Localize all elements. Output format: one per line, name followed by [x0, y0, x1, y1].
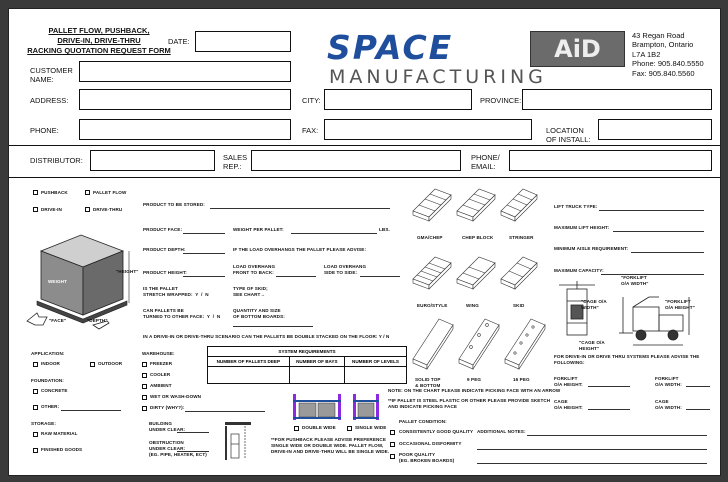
finished-goods-label: FINISHED GOODS — [41, 447, 83, 452]
product-stored-line[interactable] — [210, 208, 390, 209]
form-title-line-2: DRIVE-IN, DRIVE-THRU — [57, 36, 141, 45]
pallets-deep-cell[interactable] — [208, 367, 290, 384]
single-wide-label: SINGLE WIDE — [355, 425, 387, 430]
turned-label: CAN PALLETS BE TURNED TO OTHER FACE: Y / N — [143, 308, 221, 319]
other-foundation-checkbox[interactable] — [33, 405, 38, 410]
product-height-label: PRODUCT HEIGHT: — [143, 270, 187, 275]
double-wide-checkbox[interactable] — [294, 426, 299, 431]
logo-space-text: SPACE — [327, 28, 454, 67]
pushback-label: PUSHBACK — [41, 190, 68, 195]
drive-systems-note: FOR DRIVE-IN OR DRIVE THRU SYSTEMS PLEASE ADVISE THE FOLLOWING: — [554, 354, 700, 365]
product-depth-label: PRODUCT DEPTH: — [143, 247, 186, 252]
double-wide-label: DOUBLE WIDE — [302, 425, 336, 430]
distributor-label: DISTRIBUTOR: — [30, 156, 83, 165]
lbs-label: LBS. — [379, 227, 390, 232]
additional-notes-label: ADDITIONAL NOTES: — [477, 429, 526, 434]
pallet-flow-checkbox[interactable] — [85, 190, 90, 195]
company-address — [632, 31, 704, 78]
min-aisle-label: MINIMUM AISLE REQUIREMENT: — [554, 246, 629, 251]
cage-height-label: "CAGE O/A HEIGHT" — [579, 340, 605, 351]
system-requirements-title: SYSTEM REQUIREMENTS — [208, 347, 407, 357]
overhang-side-label: LOAD OVERHANG SIDE TO SIDE: — [324, 264, 367, 275]
product-face-line[interactable] — [183, 233, 225, 234]
date-label: DATE: — [168, 37, 190, 46]
double-stacked-label: IN A DRIVE-IN OR DRIVE-THRU SCENARIO CAN THE PALLETS BE DOUBLE STACKED ON THE FLOOR: Y / N — [143, 334, 390, 339]
wet-label: WET OR WASH-DOWN — [150, 394, 202, 399]
distributor-field[interactable] — [90, 150, 215, 171]
other-foundation-line[interactable] — [61, 410, 121, 411]
cooler-checkbox[interactable] — [142, 373, 147, 378]
raw-material-checkbox[interactable] — [33, 432, 38, 437]
product-face-label: PRODUCT FACE: — [143, 227, 183, 232]
drive-in-label: DRIVE-IN — [41, 207, 62, 212]
address-label: ADDRESS: — [30, 96, 69, 105]
bottom-boards-line[interactable] — [233, 326, 313, 327]
overhang-front-line[interactable] — [276, 276, 316, 277]
product-depth-line[interactable] — [183, 253, 225, 254]
company-city: Brampton, Ontario — [632, 40, 694, 50]
weight-label: WEIGHT PER PALLET: — [233, 227, 284, 232]
pallet-type-stringer-label: STRINGER — [509, 235, 534, 240]
pallet-flow-label: PALLET FLOW — [93, 190, 127, 195]
storage-title: STORAGE: — [31, 421, 56, 426]
forklift-oa-height-label: FORKLIFT O/A HEIGHT: — [554, 376, 583, 387]
quotation-form — [8, 8, 721, 476]
cage-width-label: "CAGE O/A WIDTH" — [581, 299, 607, 310]
form-title-line-3: RACKING QUOTATION REQUEST FORM — [27, 46, 171, 55]
other-foundation-label: OTHER: — [41, 404, 60, 409]
weight-line[interactable] — [291, 233, 377, 234]
pallet-type-solid-label: SOLID TOP & BOTTOM — [415, 377, 441, 388]
ambient-checkbox[interactable] — [142, 384, 147, 389]
pallet-type-9peg-label: 9 PEG — [467, 377, 482, 382]
cage-oa-height-line[interactable] — [588, 409, 630, 410]
face-diagram-label: "FACE" — [49, 318, 67, 323]
lift-truck-type-line[interactable] — [599, 210, 704, 211]
stretch-wrap-label: IS THE PALLET STRETCH WRAPPED: Y / N — [143, 286, 209, 297]
pallet-load-diagram-icon — [23, 223, 141, 333]
outdoor-checkbox[interactable] — [90, 362, 95, 367]
form-title-line-1: PALLET FLOW, PUSHBACK, — [48, 26, 150, 35]
logo-manufacturing-text: MANUFACTURING — [329, 66, 547, 88]
pallet-type-euro-label: EURO/STYLE — [417, 303, 448, 308]
depth-diagram-label: "DEPTH" — [87, 318, 108, 323]
concrete-checkbox[interactable] — [33, 389, 38, 394]
overhang-front-label: LOAD OVERHANG FRONT TO BACK: — [233, 264, 276, 275]
drive-thru-label: DRIVE-THRU — [93, 207, 123, 212]
levels-cell[interactable] — [345, 367, 407, 384]
ambient-label: AMBIENT — [150, 383, 172, 388]
pallet-type-skid-label: SKID — [513, 303, 525, 308]
poor-quality-label: POOR QUALITY (EG. BROKEN BOARDS) — [399, 452, 455, 463]
raw-material-label: RAW MATERIAL — [41, 431, 78, 436]
warehouse-title: WAREHOUSE: — [142, 351, 175, 356]
building-clearance-icon — [223, 420, 253, 460]
pallet-condition-title: PALLET CONDITION: — [399, 419, 447, 424]
additional-notes-line-3[interactable] — [477, 463, 707, 464]
company-phone: Phone: 905.840.5550 — [632, 59, 704, 69]
address-field[interactable] — [79, 89, 291, 110]
sales-rep-label: SALES REP.: — [223, 153, 248, 171]
indoor-label: INDOOR — [41, 361, 60, 366]
fax-label: FAX: — [302, 126, 319, 135]
column-levels: NUMBER OF LEVELS — [345, 357, 407, 367]
freezer-label: FREEZER — [150, 361, 173, 366]
pushback-note: **FOR PUSHBACK PLEASE ADVISE PREFERENCE SINGLE WIDE OR DOUBLE WIDE. PALLET FLOW, DRIVE-IN AND DRIVE-THRU WILL BE SINGLE WIDE. — [271, 437, 390, 454]
bottom-boards-label: QUANTITY AND SIZE OF BOTTOM BOARDS: — [233, 308, 285, 319]
pushback-checkbox[interactable] — [33, 190, 38, 195]
column-pallets-deep: NUMBER OF PALLETS DEEP — [208, 357, 290, 367]
company-fax: Fax: 905.840.5560 — [632, 68, 695, 78]
poor-quality-checkbox[interactable] — [390, 454, 395, 459]
obstruction-label: OBSTRUCTION UNDER CLEAR: (EG. PIPE, HEATER, ECT) — [149, 440, 207, 457]
cage-oa-height-label: CAGE O/A HEIGHT: — [554, 399, 583, 410]
max-lift-height-label: MAXIMUM LIFT HEIGHT: — [554, 225, 610, 230]
phone-label: PHONE: — [30, 126, 59, 135]
divider — [9, 145, 720, 146]
forklift-oa-width-label: FORKLIFT O/A WIDTH: — [655, 376, 682, 387]
sales-rep-field[interactable] — [251, 150, 461, 171]
forklift-width-label: "FORKLIFT O/A WIDTH" — [621, 275, 649, 286]
foundation-title: FOUNDATION: — [31, 378, 64, 383]
picking-face-note: NOTE: ON THE CHART PLEASE INDICATE PICKING FACE WITH AN ARROW — [388, 388, 561, 393]
product-height-line[interactable] — [183, 276, 225, 277]
city-label: CITY: — [302, 96, 321, 105]
city-field[interactable] — [324, 89, 472, 110]
divider — [9, 177, 720, 178]
single-wide-rack-icon — [351, 392, 381, 422]
customer-name-field[interactable] — [79, 61, 291, 82]
min-aisle-line[interactable] — [631, 252, 704, 253]
forklift-diagram-icon — [553, 279, 713, 351]
province-field[interactable] — [522, 89, 712, 110]
max-capacity-label: MAXIMUM CAPACITY: — [554, 268, 604, 273]
occasional-disformity-label: OCCASIONAL DISFORMITY — [399, 441, 462, 446]
dirty-line[interactable] — [185, 411, 265, 412]
good-quality-label: CONSISTENTLY GOOD QUALITY — [399, 429, 474, 434]
company-postal: L7A 1B2 — [632, 49, 661, 59]
phone-email-label: PHONE/ EMAIL: — [471, 153, 500, 171]
location-label: LOCATION OF INSTALL: — [546, 126, 591, 144]
pallet-type-gma-label: GMA/CHEP — [417, 235, 443, 240]
phone-field[interactable] — [79, 119, 291, 140]
additional-notes-line-2[interactable] — [477, 449, 707, 450]
height-diagram-label: "HEIGHT" — [116, 269, 139, 274]
obstruction-line[interactable] — [177, 451, 209, 452]
overhang-note: IF THE LOAD OVERHANGS THE PALLET PLEASE ADVISE: — [233, 247, 367, 252]
drive-thru-checkbox[interactable] — [85, 207, 90, 212]
wet-checkbox[interactable] — [142, 395, 147, 400]
drive-in-checkbox[interactable] — [33, 207, 38, 212]
column-bays: NUMBER OF BAYS — [289, 357, 344, 367]
date-field[interactable] — [195, 31, 291, 52]
logo-aid-badge: AiD — [530, 31, 625, 67]
dirty-label: DIRTY (WHY?): — [150, 405, 185, 410]
forklift-height-label: "FORKLIFT O/A HEIGHT" — [665, 299, 695, 310]
building-clear-line[interactable] — [177, 432, 209, 433]
skid-type-label: TYPE OF SKID; SEE CHART→ — [233, 286, 268, 297]
cooler-label: COOLER — [150, 372, 171, 377]
phone-email-field[interactable] — [509, 150, 712, 171]
double-wide-rack-icon — [291, 392, 343, 422]
bays-cell[interactable] — [289, 367, 344, 384]
pallet-type-wing-label: WING — [466, 303, 479, 308]
single-wide-checkbox[interactable] — [347, 426, 352, 431]
forklift-oa-height-line[interactable] — [588, 386, 630, 387]
occasional-disformity-checkbox[interactable] — [390, 442, 395, 447]
finished-goods-checkbox[interactable] — [33, 448, 38, 453]
good-quality-checkbox[interactable] — [390, 430, 395, 435]
cage-oa-width-label: CAGE O/A WIDTH: — [655, 399, 682, 410]
pallet-type-chep-block-label: CHEP BLOCK — [462, 235, 494, 240]
system-requirements-table — [207, 346, 407, 384]
customer-name-label: CUSTOMER NAME: — [30, 66, 73, 84]
sketch-note: **IF PALLET IS STEEL PLASTIC OR OTHER PLEASE PROVIDE SKETCH AND INDICATE PICKING FACE — [388, 398, 551, 409]
overhang-side-line[interactable] — [360, 276, 400, 277]
application-title: APPLICATION: — [31, 351, 65, 356]
building-clear-label: BUILDING UNDER CLEAR: — [149, 421, 186, 432]
dirty-checkbox[interactable] — [142, 406, 147, 411]
outdoor-label: OUTDOOR — [98, 361, 123, 366]
product-stored-label: PRODUCT TO BE STORED: — [143, 202, 205, 207]
fax-field[interactable] — [324, 119, 532, 140]
province-label: PROVINCE: — [480, 96, 522, 105]
concrete-label: CONCRETE — [41, 388, 68, 393]
weight-diagram-label: WEIGHT — [48, 279, 67, 284]
lift-truck-type-label: LIFT TRUCK TYPE: — [554, 204, 598, 209]
additional-notes-line-1[interactable] — [527, 435, 707, 436]
location-field[interactable] — [598, 119, 712, 140]
cage-oa-width-line[interactable] — [686, 409, 710, 410]
forklift-oa-width-line[interactable] — [686, 386, 710, 387]
company-street: 43 Regan Road — [632, 31, 685, 40]
pallet-type-row-2-icons — [409, 249, 539, 299]
pallet-type-row-1-icons — [409, 181, 539, 231]
max-lift-height-line[interactable] — [613, 231, 704, 232]
max-capacity-line[interactable] — [601, 274, 704, 275]
pallet-type-16peg-label: 16 PEG — [513, 377, 530, 382]
indoor-checkbox[interactable] — [33, 362, 38, 367]
pallet-type-row-3-icons — [409, 313, 549, 375]
freezer-checkbox[interactable] — [142, 362, 147, 367]
